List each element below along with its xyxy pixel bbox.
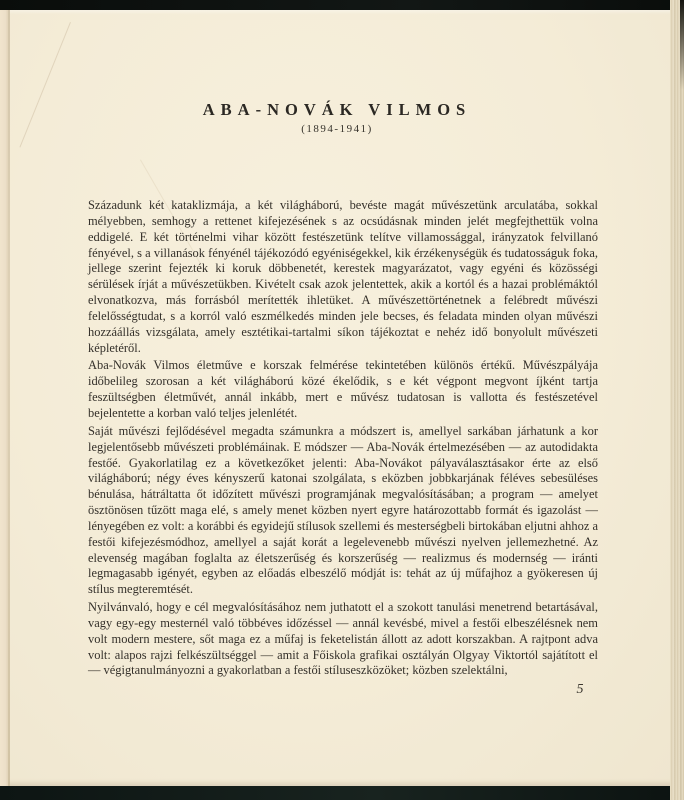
page-crease-line bbox=[8, 10, 10, 786]
page-stack-edges bbox=[670, 0, 684, 800]
background-strip-bottom bbox=[0, 784, 684, 800]
page-subtitle-years: (1894-1941) bbox=[301, 123, 373, 135]
page-fold-left bbox=[0, 10, 8, 786]
page-edge-shadow bbox=[680, 0, 684, 90]
paragraph: Aba-Novák Vilmos életműve e korszak felmérése tekintetében különös értékű. Művészpályája időbelileg szorosan a két világháború közé ékelődik, s e két végpont megvont íjként tartja feszültségben életművét, annál inkább, mert e művész tudatosan is vallotta és festészetével bejelentette a korban való teljes jelenlétét. bbox=[88, 358, 598, 420]
paragraph: Századunk két kataklizmája, a két világháború, bevéste magát művészetünk arculatába, sokkal mélyebben, semhogy a rettenet kifejezésének s az ocsúdásnak minden jelét megfejthettük volna eddigelé. E két történelmi vihar között festészetünk telítve villamossággal, irányzatok felvillanó fényével, s a villanások fényénél tájékozódó egyéniségekkel, kik érzékenységük és tudatosságuk foka, jellege szerint fejezték ki koruk döbbenetét, kerestek magyarázatot, vagy egyéni és közösségi sérülések írját a művészetükben. Kivételt csak azok jelentettek, akik a kortól és a hazai problémáktól elvonatkozva, más forrásból merítették ihletüket. A művészettörténetnek a felébredt művészi felelősségtudat, s a korról való eszmélkedés minden jele becses, és feladata minden olyan művészi hozzáállás vizsgálata, amely esztétikai-tartalmi síkon tájékoztat e nehéz idő bonyolult művészeti képletéről. bbox=[88, 198, 598, 355]
body-text bbox=[88, 198, 598, 681]
page-number: 5 bbox=[576, 682, 584, 697]
page-title: ABA-NOVÁK VILMOS bbox=[202, 100, 472, 119]
paragraph: Saját művészi fejlődésével megadta számunkra a módszert is, amellyel sarkában járhatunk a kor legjelentősebb művészeti problémáinak. E módszer — Aba-Novák értelmezésében — az autodidakta festőé. Gyakorlatilag ez a következőket jelenti: Aba-Novákot pályaválasztásakor érte az első világháború; négy éves kényszerű katonai szolgálata, s eközben jobbkarjának féléves sebesüléses bénulása, hátráltatta őt időzített művészi programjának megvalósításában; a program — amelyet ösztönösen tűzött maga elé, s amely menet közben nyert egyre határozottabb formát és igazolást — lényegében ez volt: a korábbi és egyidejű stílusok szellemi és mesterségbeli birtokában eljutni ahhoz a festői kifejezésmódhoz, amellyel a saját korát a legelevenebb művészi nyelven jellemezhetné. Az elevenség magában foglalta az életszerűség és korszerűség — realizmus és modernség — iránti legmagasabb igényét, egyben az előadás elbeszélő módját is: tehát az új műfajhoz a gyökeresen új stílus megteremtését. bbox=[88, 423, 598, 597]
paper-crease bbox=[19, 22, 70, 148]
chapter-heading bbox=[88, 100, 586, 135]
paragraph: Nyilvánvaló, hogy e cél megvalósításához nem juthatott el a szokott tanulási menetrend betartásával, vagy egy-egy mesternél való többéves időzéssel — annál kevésbé, mivel a festői elbeszélésnek nem volt modern mestere, sőt maga ez a műfaj is feketelistán állott az adott korszakban. A rajtpont adva volt: alapos rajzi felkészültséggel — amit a Főiskola grafikai osztályán Olgyay Viktortól sajátított el — végigtanulmányozni a gyakorlatban a festői stíluseszközöket; közben szelektálni, bbox=[88, 600, 598, 678]
book-page bbox=[0, 10, 676, 786]
